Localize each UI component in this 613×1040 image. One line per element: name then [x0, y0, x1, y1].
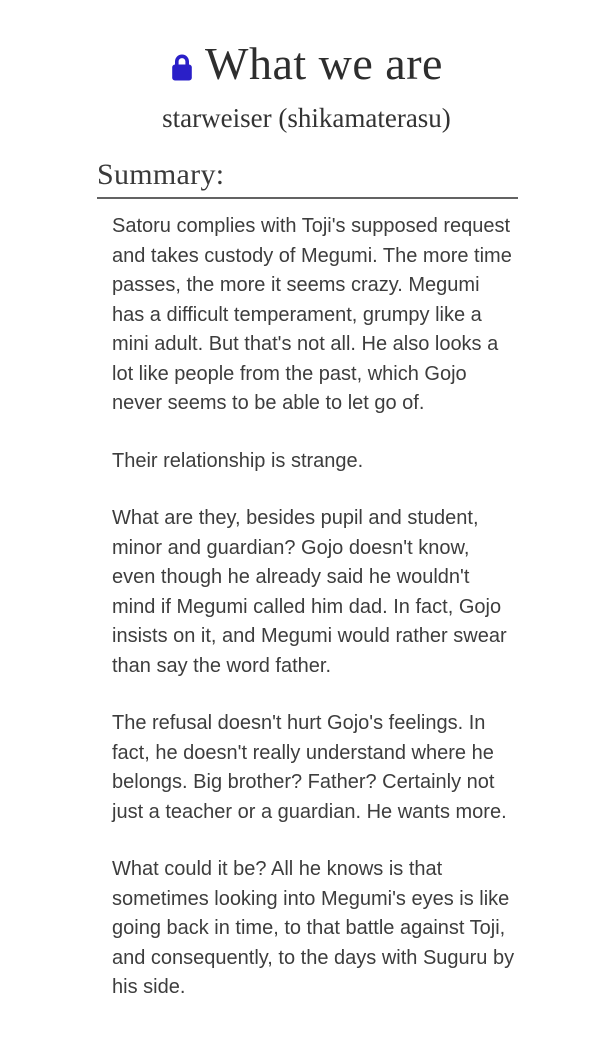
- work-title: What we are: [205, 38, 443, 89]
- summary-paragraph: What could it be? All he knows is that sometimes looking into Megumi's eyes is like going back in time, to that battle against Toji, and consequently, to the days with Suguru by his side.: [112, 858, 515, 999]
- summary-paragraph: What are they, besides pupil and student, minor and guardian? Gojo doesn't know, even though he already said he wouldn't mind if Megumi called him dad. In fact, Gojo insists on it, and Megumi would rather swear than say the word father.: [112, 507, 507, 677]
- summary-section: [97, 158, 518, 1003]
- summary-body: [112, 212, 516, 1003]
- summary-paragraph: Their relationship is strange.: [112, 449, 364, 472]
- work-author: starweiser (shikamaterasu): [162, 103, 451, 134]
- summary-heading: Summary:: [97, 158, 518, 199]
- summary-paragraph: Satoru complies with Toji's supposed request and takes custody of Megumi. The more time passes, the more it seems crazy. Megumi has a difficult temperament, grumpy like a mini adult. But that's not all. He also looks a lot like people from the past, which Gojo never seems to be able to let go of.: [112, 215, 512, 415]
- work-page: [0, 40, 613, 1040]
- lock-icon: [170, 53, 194, 82]
- work-title-row: [0, 40, 613, 88]
- summary-paragraph: The refusal doesn't hurt Gojo's feelings. In fact, he doesn't really understand where he belongs. Big brother? Father? Certainly not just a teacher or a guardian. He wants more.: [112, 712, 507, 823]
